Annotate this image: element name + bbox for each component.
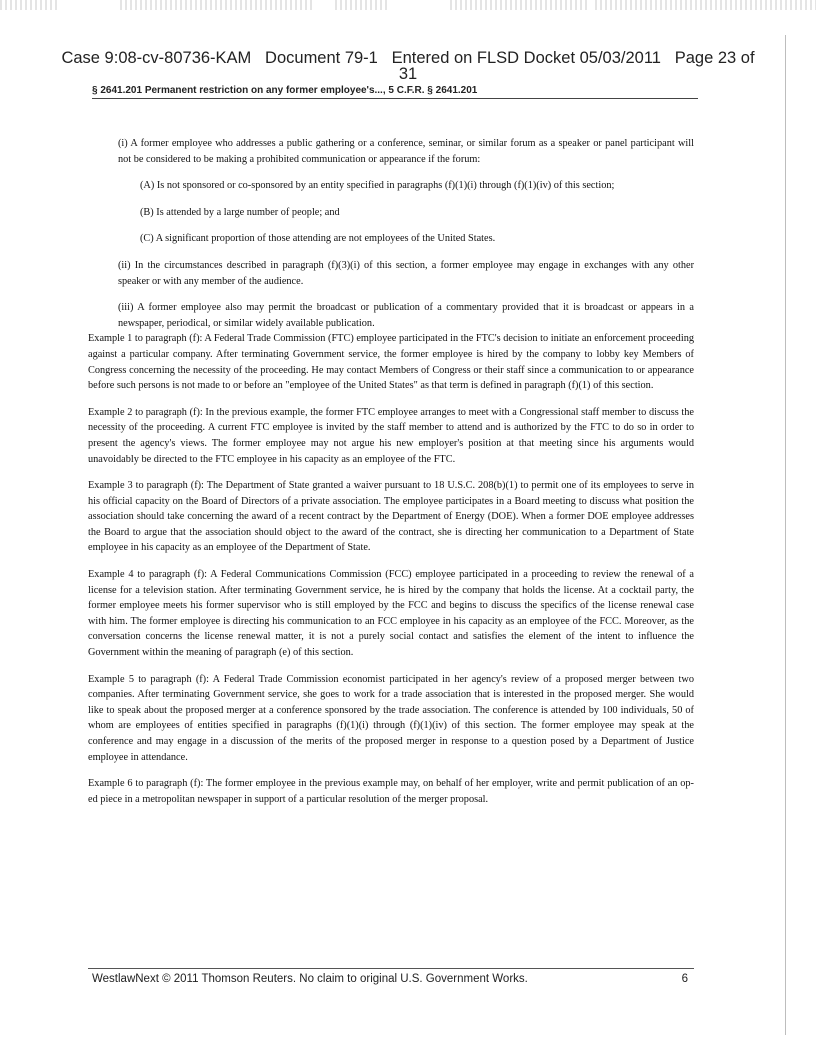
example-2: Example 2 to paragraph (f): In the previous example, the former FTC employee arranges to meet with a Congressional staff member to discuss the necessity of the proceeding. A current FTC employee is invited by the staff member to attend and is authorized by the FTC to do so in order to present the agency's views. The former employee may not argue his new employer's position at that meeting since his arguments would unavoidably be directed to the FTC employee in his capacity as an employee of the FTC. — [88, 406, 694, 465]
document-body — [88, 136, 694, 807]
footer-copyright: WestlawNext © 2011 Thomson Reuters. No claim to original U.S. Government Works. — [92, 973, 528, 985]
footer-divider — [88, 968, 694, 969]
paragraph-f3-i-C: (C) A significant proportion of those attending are not employees of the United States. — [140, 233, 496, 245]
citation-header: § 2641.201 Permanent restriction on any former employee's..., 5 C.F.R. § 2641.201 — [92, 85, 478, 96]
example-6: Example 6 to paragraph (f): The former employee in the previous example may, on behalf of her employer, write and permit publication of an op-ed piece in a metropolitan newspaper in support of a particular resolution of the merger proposal. — [88, 778, 694, 805]
paragraph-f3-i-A: (A) Is not sponsored or co-sponsored by an entity specified in paragraphs (f)(1)(i) through (f)(1)(iv) of this section; — [140, 180, 615, 192]
court-filing-stamp — [0, 50, 816, 82]
scan-artifact-top — [0, 0, 816, 10]
example-5: Example 5 to paragraph (f): A Federal Trade Commission economist participated in her agency's review of a proposed merger between two companies. After terminating Government service, she goes to work for a trade association that is interested in the proposed merger. She would like to speak about the proposed merger at a conference sponsored by the trade association. The conference is attended by 100 individuals, 50 of whom are employees of entities specified in paragraphs (f)(1)(i) through (f)(1)(iv) of this section. The former employee may speak at the conference and may engage in a discussion of the merits of the proposed merger in response to a question posed by a Department of Justice employee in attendance. — [88, 673, 694, 763]
stamp-line-1: Case 9:08-cv-80736-KAM Document 79-1 Entered on FLSD Docket 05/03/2011 Page 23 of — [61, 49, 755, 67]
paragraph-f3-ii: (ii) In the circumstances described in paragraph (f)(3)(i) of this section, a former employee may engage in exchanges with any other speaker or with any member of the audience. — [118, 259, 694, 287]
header-divider — [92, 98, 698, 99]
stamp-line-2: 31 — [398, 65, 418, 83]
paragraph-f3-i: (i) A former employee who addresses a public gathering or a conference, seminar, or similar forum as a speaker or panel participant will not be considered to be making a prohibited communication or appearance if the forum: — [118, 138, 694, 165]
paragraph-f3-i-B: (B) Is attended by a large number of people; and — [140, 206, 340, 218]
paragraph-f3-iii: (iii) A former employee also may permit the broadcast or publication of a commentary provided that it is broadcast or appears in a newspaper, periodical, or similar widely available publication. — [118, 302, 694, 329]
example-1: Example 1 to paragraph (f): A Federal Trade Commission (FTC) employee participated in the FTC's decision to initiate an enforcement proceeding against a particular company. After terminating Government service, the former employee is hired by the company to lobby key Members of Congress concerning the necessity of the proceeding. He may contact Members of Congress or their staff since a communication to or appearance before such persons is not made to or before an "employee of the United States" as that term is defined in paragraph (f)(1) of this section. — [88, 333, 694, 392]
scan-margin-line — [785, 35, 786, 1035]
example-4: Example 4 to paragraph (f): A Federal Communications Commission (FCC) employee participated in a proceeding to review the renewal of a license for a television station. After terminating Government service, he is hired by the company that holds the license. At a cocktail party, the former employee meets his former supervisor who is still employed by the FCC and begins to discuss the specifics of the license renewal case with him. The former employee is directing his communication to an FCC employee in his capacity as an employee of the FCC. Moreover, as the conversation concerns the license renewal matter, it is not a purely social contact and satisfies the element of the intent to influence the Government within the meaning of paragraph (e) of this section. — [88, 569, 694, 659]
example-3: Example 3 to paragraph (f): The Department of State granted a waiver pursuant to 18 U.S.C. 208(b)(1) to permit one of its employees to serve in his official capacity on the Board of Directors of a private association. The employee participates in a Board meeting to discuss what position the association should take concerning the award of a recent contract by the Department of Energy (DOE). When a former DOE employee addresses the Board to argue that the association should object to the award of the contract, she is directing her communication to a Department of State employee in his capacity as an employee of the Department of State. — [88, 480, 694, 554]
page-footer — [92, 973, 688, 985]
page-number: 6 — [681, 973, 688, 985]
